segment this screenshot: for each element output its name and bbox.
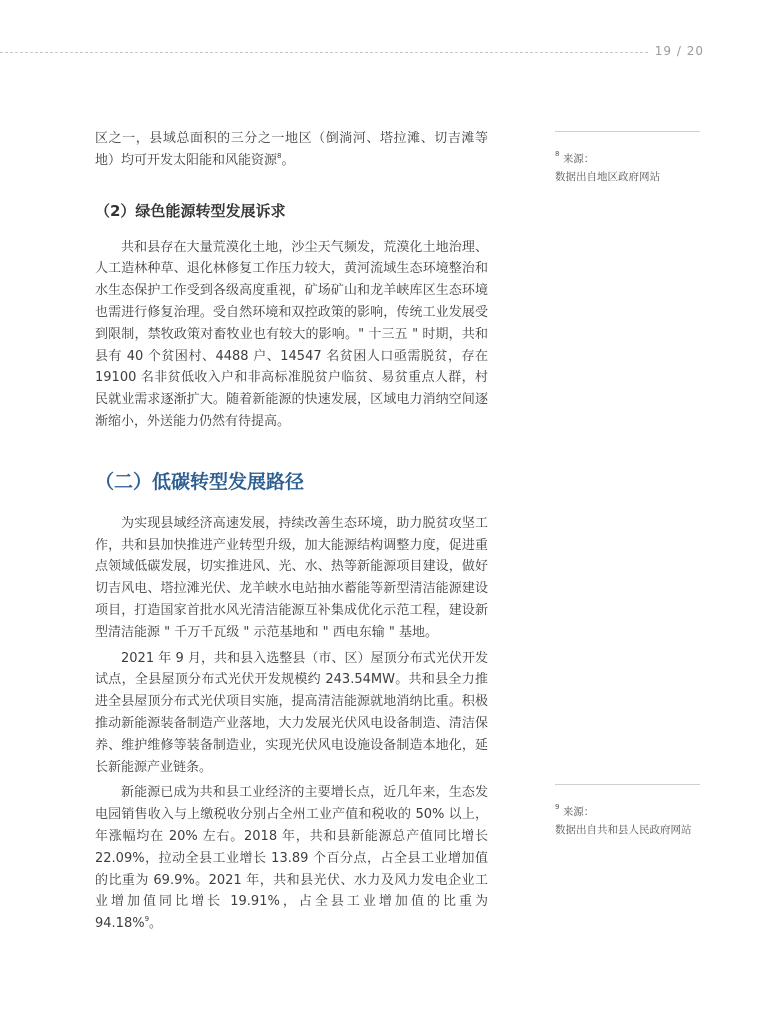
subsection-paragraph: 共和县存在大量荒漠化土地，沙尘天气频发，荒漠化土地治理、人工造林种草、退化林修复工作压力较大，黄河流域生态环境整治和水生态保护工作受到各级高度重视，矿场矿山和龙羊峡库区生态环境也需进行修复治理。受自然环境和双控政策的影响，传统工业发展受到限制，禁牧政策对畜牧业也有较大的影响。" 十三五 " 时期，共和县有 40 个贫困村、4488 户、14547 名贫困人口亟需脱贫，存在 19100 名非贫低收入户和非高标准脱贫户临贫、易贫重点人群，村民就业需求逐渐扩大。随着新能源的快速发展，区域电力消纳空间逐渐缩小，外送能力仍然有待提高。	[95, 239, 488, 429]
section-title: （二）低碳转型发展路径	[95, 470, 305, 493]
sidebar-note-8	[555, 131, 700, 186]
note-label: 来源：	[562, 806, 595, 818]
footnote-ref-8[interactable]: 8	[277, 151, 282, 160]
intro-paragraph-end: 。	[281, 152, 295, 168]
footnote-ref-9[interactable]: 9	[144, 915, 150, 924]
main-column	[95, 128, 488, 935]
section-paragraph-2: 2021 年 9 月，共和县入选整县（市、区）屋顶分布式光伏开发试点，全县屋顶分布式光伏开发规模约 243.54MW。共和县全力推进全县屋顶分布式光伏项目实施，提高清洁能源就地消纳比重。积极推动新能源装备制造产业落地，大力发展光伏风电设备制造、清洁保养、维护维修等装备制造业，实现光伏风电设施设备制造本地化，延长新能源产业链条。	[95, 650, 488, 775]
note-source-label	[555, 803, 700, 821]
intro-paragraph	[95, 128, 488, 172]
note-number: 9	[555, 803, 560, 811]
note-number: 8	[555, 150, 560, 158]
section-paragraph-3-text: 新能源已成为共和县工业经济的主要增长点，近几年来，生态发电园销售收入与上缴税收分别占全州工业产值和税收的 50% 以上，年涨幅均在 20% 左右。2018 年，共和县新能源总产值同比增长 22.09%，拉动全县工业增长 13.89 个百分点，占全县工业增加值的比重为 69.9%。2021 年，共和县光伏、水力及风力发电企业工业增加值同比增长 19.91%，占全县工业增加值的比重为 94.18%	[95, 785, 488, 932]
sidebar-note-9	[555, 784, 700, 839]
header-divider	[0, 52, 648, 53]
note-source-text: 数据出自共和县人民政府网站	[555, 824, 692, 836]
intro-paragraph-text: 区之一，县域总面积的三分之一地区（倒淌河、塔拉滩、切吉滩等地）均可开发太阳能和风能资源	[95, 131, 488, 168]
note-source-text: 数据出自地区政府网站	[555, 171, 660, 183]
section-paragraph-3	[95, 782, 488, 935]
subsection-heading: （2）绿色能源转型发展诉求	[95, 201, 286, 220]
note-label: 来源：	[562, 153, 595, 165]
note-source-label	[555, 150, 700, 168]
section-paragraph-1: 为实现县域经济高速发展，持续改善生态环境，助力脱贫攻坚工作，共和县加快推进产业转型升级，加大能源结构调整力度，促进重点领域低碳发展，切实推进风、光、水、热等新能源项目建设，做好切吉风电、塔拉滩光伏、龙羊峡水电站抽水蓄能等新型清洁能源建设项目，打造国家首批水风光清洁能源互补集成优化示范工程，建设新型清洁能源 " 千万千瓦级 " 示范基地和 " 西电东输 " 基地。	[95, 515, 488, 640]
sidebar-divider	[555, 784, 700, 785]
section-paragraph-3-end: 。	[149, 916, 163, 932]
page-number: 19 / 20	[654, 44, 704, 58]
sidebar-divider	[555, 131, 700, 132]
